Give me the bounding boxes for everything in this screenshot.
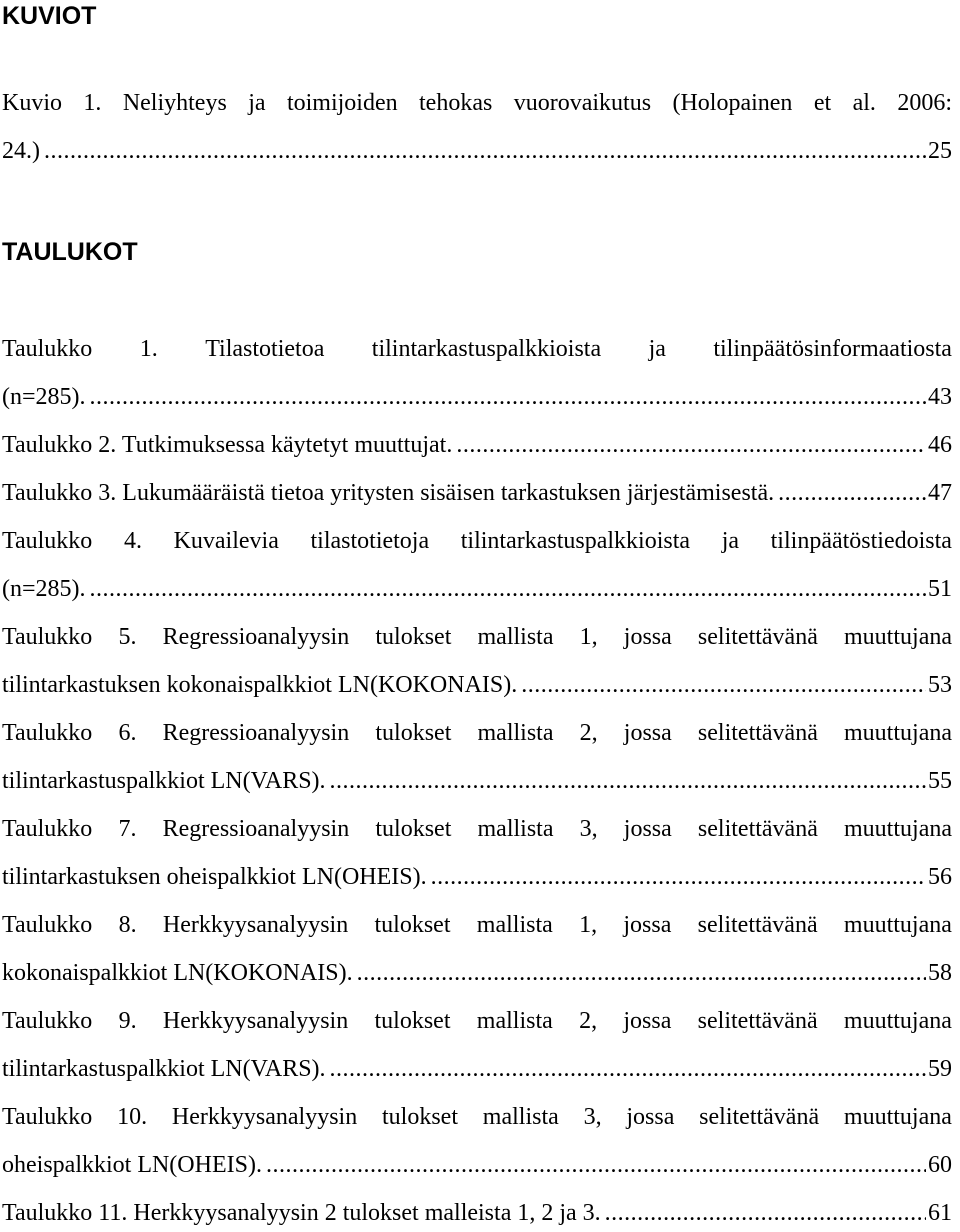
toc-entry-word: tulokset <box>375 624 452 650</box>
dot-leader <box>456 430 926 460</box>
toc-entry-word: et <box>813 90 832 116</box>
toc-entry-word: tilintarkastuspalkkioista <box>460 528 691 554</box>
toc-entry-word: jossa <box>623 1008 672 1034</box>
toc-entry-word: jossa <box>623 624 672 650</box>
toc-entry-text: 24.) <box>2 138 40 164</box>
dot-leader <box>778 478 926 508</box>
toc-entry-line <box>2 1102 952 1132</box>
toc-entry-line <box>2 718 952 748</box>
toc-entry-word: selitettävänä <box>697 720 818 746</box>
toc-entry-word: 1. <box>139 336 158 362</box>
dot-leader <box>44 136 926 166</box>
toc-entry-word: 7. <box>118 816 137 842</box>
dot-leader <box>605 1198 926 1228</box>
dot-leader <box>266 1150 926 1180</box>
toc-entry-line <box>2 958 952 988</box>
toc-entry-word: vuorovaikutus <box>513 90 652 116</box>
toc-entry-word: al. <box>852 90 876 116</box>
toc-entry-word: 10. <box>117 1104 148 1130</box>
toc-entry-line <box>2 766 952 796</box>
toc-entry-text: Taulukko 3. Lukumääräistä tietoa yritysten sisäisen tarkastuksen järjestämisestä. <box>2 480 775 506</box>
toc-entry-word: 6. <box>118 720 137 746</box>
toc-entry-word: Taulukko <box>2 912 93 938</box>
toc-entry-line <box>2 1054 952 1084</box>
toc-entry-word: tehokas <box>419 90 493 116</box>
page-number: 51 <box>928 576 952 602</box>
toc-entry-word: Taulukko <box>2 336 93 362</box>
toc-entry-line <box>2 478 952 508</box>
toc-entry-word: tilinpäätöstiedoista <box>770 528 952 554</box>
page-number: 61 <box>928 1200 952 1226</box>
toc-entry-line <box>2 1006 952 1036</box>
toc-entry-word: Taulukko <box>2 1008 93 1034</box>
toc-entry-text: tilintarkastuspalkkiot LN(VARS). <box>2 768 326 794</box>
toc-entry-word: Regressioanalyysin <box>162 624 350 650</box>
toc-entry-word: Tilastotietoa <box>205 336 325 362</box>
toc-entry-word: Herkkyysanalyysin <box>162 1008 349 1034</box>
toc-entry-word: Taulukko <box>2 1104 93 1130</box>
page-number: 60 <box>928 1152 952 1178</box>
toc-entry-word: 1, <box>579 912 598 938</box>
toc-entry-word: 9. <box>118 1008 137 1034</box>
toc-entry-word: mallista <box>476 1008 553 1034</box>
toc-entry-word: (Holopainen <box>672 90 793 116</box>
toc-entry-word: selitettävänä <box>697 624 818 650</box>
toc-entry-word: 1, <box>579 624 598 650</box>
toc-entry-word: 1. <box>83 90 102 116</box>
toc-entry-line <box>2 136 952 166</box>
toc-entry-word: 2, <box>579 720 598 746</box>
toc-entry-line <box>2 526 952 556</box>
toc-entry-line <box>2 814 952 844</box>
toc-entry-text: Taulukko 2. Tutkimuksessa käytetyt muuttujat. <box>2 432 453 458</box>
toc-entry-word: tilastotietoja <box>310 528 430 554</box>
toc-entry-word: jossa <box>623 720 672 746</box>
toc-entry-word: tulokset <box>375 720 452 746</box>
dot-leader <box>90 382 926 412</box>
toc-entry-word: 3, <box>579 816 598 842</box>
toc-entry-text: tilintarkastuksen kokonaispalkkiot LN(KOKONAIS). <box>2 672 518 698</box>
toc-entry-word: selitettävänä <box>699 1104 820 1130</box>
toc-entry-line <box>2 862 952 892</box>
toc-entry-word: toimijoiden <box>286 90 398 116</box>
dot-leader <box>357 958 926 988</box>
toc-entry-word: Taulukko <box>2 720 93 746</box>
toc-entry-word: muuttujana <box>844 624 952 650</box>
toc-entry-line <box>2 1150 952 1180</box>
toc-entry-word: ja <box>721 528 740 554</box>
toc-entry-line <box>2 1198 952 1228</box>
toc-entry-line <box>2 574 952 604</box>
figures-heading: KUVIOT <box>2 2 97 30</box>
toc-entry-word: Taulukko <box>2 624 93 650</box>
toc-entry-line <box>2 430 952 460</box>
toc-entry-word: mallista <box>477 720 554 746</box>
page-number: 25 <box>928 138 952 164</box>
toc-entry-word: 4. <box>123 528 142 554</box>
toc-entry-word: mallista <box>476 912 553 938</box>
toc-entry-text: tilintarkastuspalkkiot LN(VARS). <box>2 1056 326 1082</box>
page-number: 56 <box>928 864 952 890</box>
tables-heading: TAULUKOT <box>2 238 138 266</box>
toc-entry-word: tulokset <box>382 1104 458 1130</box>
toc-entry-word: Taulukko <box>2 816 93 842</box>
page-number: 47 <box>928 480 952 506</box>
toc-entry-word: Kuvio <box>2 90 62 116</box>
toc-entry-text: Taulukko 11. Herkkyysanalyysin 2 tulokset malleista 1, 2 ja 3. <box>2 1200 601 1226</box>
dot-leader <box>90 574 926 604</box>
toc-entry-word: selitettävänä <box>697 912 818 938</box>
toc-entry-word: tulokset <box>374 912 451 938</box>
toc-entry-word: 5. <box>118 624 137 650</box>
toc-entry-word: Herkkyysanalyysin <box>171 1104 358 1130</box>
toc-entry-line <box>2 382 952 412</box>
toc-entry-word: muuttujana <box>843 912 952 938</box>
toc-entry-word: Herkkyysanalyysin <box>162 912 349 938</box>
toc-entry-word: Taulukko <box>2 528 93 554</box>
toc-entry-word: 2006: <box>897 90 952 116</box>
toc-entry-text: (n=285). <box>2 576 86 602</box>
dot-leader <box>330 1054 926 1084</box>
toc-entry-word: mallista <box>477 624 554 650</box>
dot-leader <box>330 766 926 796</box>
toc-entry-line <box>2 622 952 652</box>
toc-entry-word: tulokset <box>374 1008 451 1034</box>
page-number: 53 <box>928 672 952 698</box>
toc-entry-line <box>2 334 952 364</box>
toc-entry-word: muuttujana <box>844 720 952 746</box>
toc-entry-word: tilintarkastuspalkkioista <box>371 336 602 362</box>
toc-entry-word: selitettävänä <box>697 1008 818 1034</box>
page-number: 59 <box>928 1056 952 1082</box>
page-number: 58 <box>928 960 952 986</box>
toc-entry-word: muuttujana <box>843 1008 952 1034</box>
toc-entry-word: jossa <box>623 816 672 842</box>
dot-leader <box>521 670 926 700</box>
toc-entry-line <box>2 910 952 940</box>
toc-entry-text: tilintarkastuksen oheispalkkiot LN(OHEIS). <box>2 864 427 890</box>
page-number: 55 <box>928 768 952 794</box>
toc-entry-word: 3, <box>583 1104 602 1130</box>
toc-entry-word: muuttujana <box>844 816 952 842</box>
toc-entry-text: kokonaispalkkiot LN(KOKONAIS). <box>2 960 353 986</box>
toc-entry-word: ja <box>648 336 666 362</box>
toc-entry-word: jossa <box>626 1104 675 1130</box>
toc-entry-word: Neliyhteys <box>122 90 227 116</box>
toc-entry-word: muuttujana <box>843 1104 952 1130</box>
page-number: 43 <box>928 384 952 410</box>
toc-entry-word: Regressioanalyysin <box>162 720 350 746</box>
toc-entry-word: 2, <box>579 1008 598 1034</box>
toc-entry-word: ja <box>248 90 266 116</box>
toc-entry-word: Kuvailevia <box>173 528 279 554</box>
toc-entry-line <box>2 670 952 700</box>
toc-entry-word: Regressioanalyysin <box>162 816 350 842</box>
toc-entry-word: mallista <box>477 816 554 842</box>
toc-entry-word: tilinpäätösinformaatiosta <box>713 336 952 362</box>
toc-entry-text: (n=285). <box>2 384 86 410</box>
toc-entry-text: oheispalkkiot LN(OHEIS). <box>2 1152 262 1178</box>
toc-entry-word: selitettävänä <box>697 816 818 842</box>
toc-entry-word: jossa <box>623 912 672 938</box>
toc-entry-word: tulokset <box>375 816 452 842</box>
toc-entry-word: mallista <box>482 1104 559 1130</box>
toc-entry-line <box>2 88 952 118</box>
dot-leader <box>431 862 926 892</box>
toc-entry-word: 8. <box>118 912 137 938</box>
page-number: 46 <box>928 432 952 458</box>
